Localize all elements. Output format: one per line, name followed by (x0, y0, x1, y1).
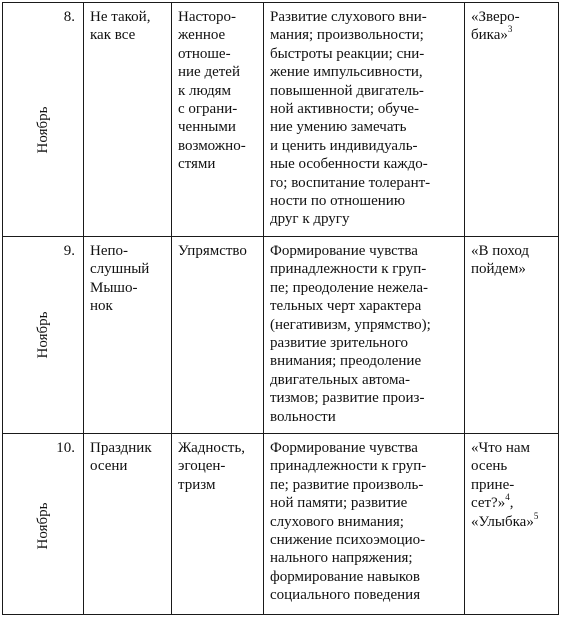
month-label: Ноябрь (34, 502, 51, 550)
problem-line: стями (178, 156, 216, 173)
tasks-line: принадлежности к груп- (270, 458, 427, 475)
program-table (2, 2, 559, 615)
footnote-ref: 4 (505, 492, 510, 503)
footnote-ref: 5 (533, 510, 539, 521)
problem-line: ние детей (178, 64, 240, 81)
tasks-line: друг к другу (270, 211, 350, 228)
row-number (3, 3, 84, 237)
tasks-line: снижение психоэмоцио- (270, 532, 426, 549)
problem-cell (172, 434, 264, 615)
song-line: прине- (471, 476, 515, 493)
tasks-line: слухового внимания; (270, 513, 404, 530)
lesson-title-line: как все (90, 27, 136, 44)
tasks-line: ности по отношению (270, 193, 406, 210)
lesson-title-line: нок (90, 298, 113, 315)
song-cell (465, 237, 559, 434)
tasks-line: тельных черт характера (270, 298, 422, 315)
tasks-line: жение импульсивности, (270, 64, 423, 81)
song-line: «Что нам (471, 440, 531, 456)
song-line: «Зверо- (471, 9, 520, 25)
tasks-line: двигательных автома- (270, 371, 411, 388)
song-cell (465, 3, 559, 237)
row-number-text: 10. (56, 440, 75, 456)
row-number (3, 237, 84, 434)
tasks-line: тизмов; развитие произ- (270, 390, 425, 407)
problem-cell (172, 3, 264, 237)
problem-line: Насторо- (178, 9, 237, 25)
lesson-title (84, 3, 172, 237)
problem-line: с ограни- (178, 101, 238, 118)
tasks-line: быстроты реакции; сни- (270, 45, 425, 62)
tasks-line: пе; развитие произволь- (270, 476, 424, 493)
tasks-cell (264, 237, 465, 434)
song-line: пойдем» (471, 261, 526, 278)
lesson-title (84, 434, 172, 615)
tasks-line: внимания; преодоление (270, 353, 422, 370)
problem-line: возможно- (178, 137, 246, 154)
tasks-line: мания; произвольности; (270, 27, 424, 44)
tasks-line: (негативизм, упрямство); (270, 316, 431, 333)
tasks-line: и ценить индивидуаль- (270, 137, 418, 154)
lesson-title (84, 237, 172, 434)
tasks-line: повышенной двигатель- (270, 82, 424, 99)
problem-line: эгоцен- (178, 458, 226, 475)
song-line: «В поход (471, 243, 530, 259)
song-line: бика» (471, 27, 508, 44)
table-row (3, 434, 559, 615)
problem-line: Упрямство (178, 243, 247, 259)
tasks-line: ной памяти; развитие (270, 495, 408, 512)
problem-line: отноше- (178, 45, 231, 62)
tasks-line: принадлежности к груп- (270, 261, 427, 278)
problem-cell (172, 237, 264, 434)
tasks-line: пе; преодоление нежела- (270, 279, 429, 296)
footnote-ref: 3 (507, 24, 513, 35)
lesson-title-line: Мышо- (90, 279, 138, 296)
row-number-text: 8. (63, 9, 75, 25)
tasks-line: го; воспитание толерант- (270, 174, 431, 191)
song-line: «Улыбка» (471, 513, 534, 530)
tasks-line: нального напряжения; (270, 550, 413, 567)
tasks-line: ние умению замечать (270, 119, 407, 136)
lesson-title-line: Непо- (90, 243, 129, 259)
lesson-title-line: Не такой, (90, 9, 151, 25)
tasks-line: ные особенности каждо- (270, 156, 428, 173)
problem-line: женное (178, 27, 226, 44)
row-number (3, 434, 84, 615)
tasks-line: вольности (270, 408, 336, 425)
tasks-line: социального поведения (270, 587, 421, 604)
lesson-title-line: осени (90, 458, 128, 475)
tasks-line: формирование навыков (270, 568, 420, 585)
table-row (3, 237, 559, 434)
song-line: осень (471, 458, 508, 475)
tasks-line: Формирование чувства (270, 440, 418, 456)
month-label: Ноябрь (34, 311, 51, 359)
problem-line: ченными (178, 119, 236, 136)
song-line: сет?» (471, 495, 506, 512)
tasks-line: ной активности; обуче- (270, 101, 420, 118)
tasks-line: развитие зрительного (270, 335, 408, 352)
month-label: Ноябрь (34, 106, 51, 154)
lesson-title-line: Праздник (90, 440, 152, 456)
problem-line: Жадность, (178, 440, 246, 456)
song-cell: «Что нам осень прине- сет?»$^4$, «Улыбка»$^5$ (465, 434, 559, 615)
tasks-line: Развитие слухового вни- (270, 9, 427, 25)
row-number-text: 9. (63, 243, 75, 259)
tasks-line: Формирование чувства (270, 243, 418, 259)
tasks-cell (264, 434, 465, 615)
problem-line: тризм (178, 476, 216, 493)
tasks-cell (264, 3, 465, 237)
lesson-title-line: слушный (90, 261, 150, 278)
problem-line: к людям (178, 82, 231, 99)
table-row (3, 3, 559, 237)
